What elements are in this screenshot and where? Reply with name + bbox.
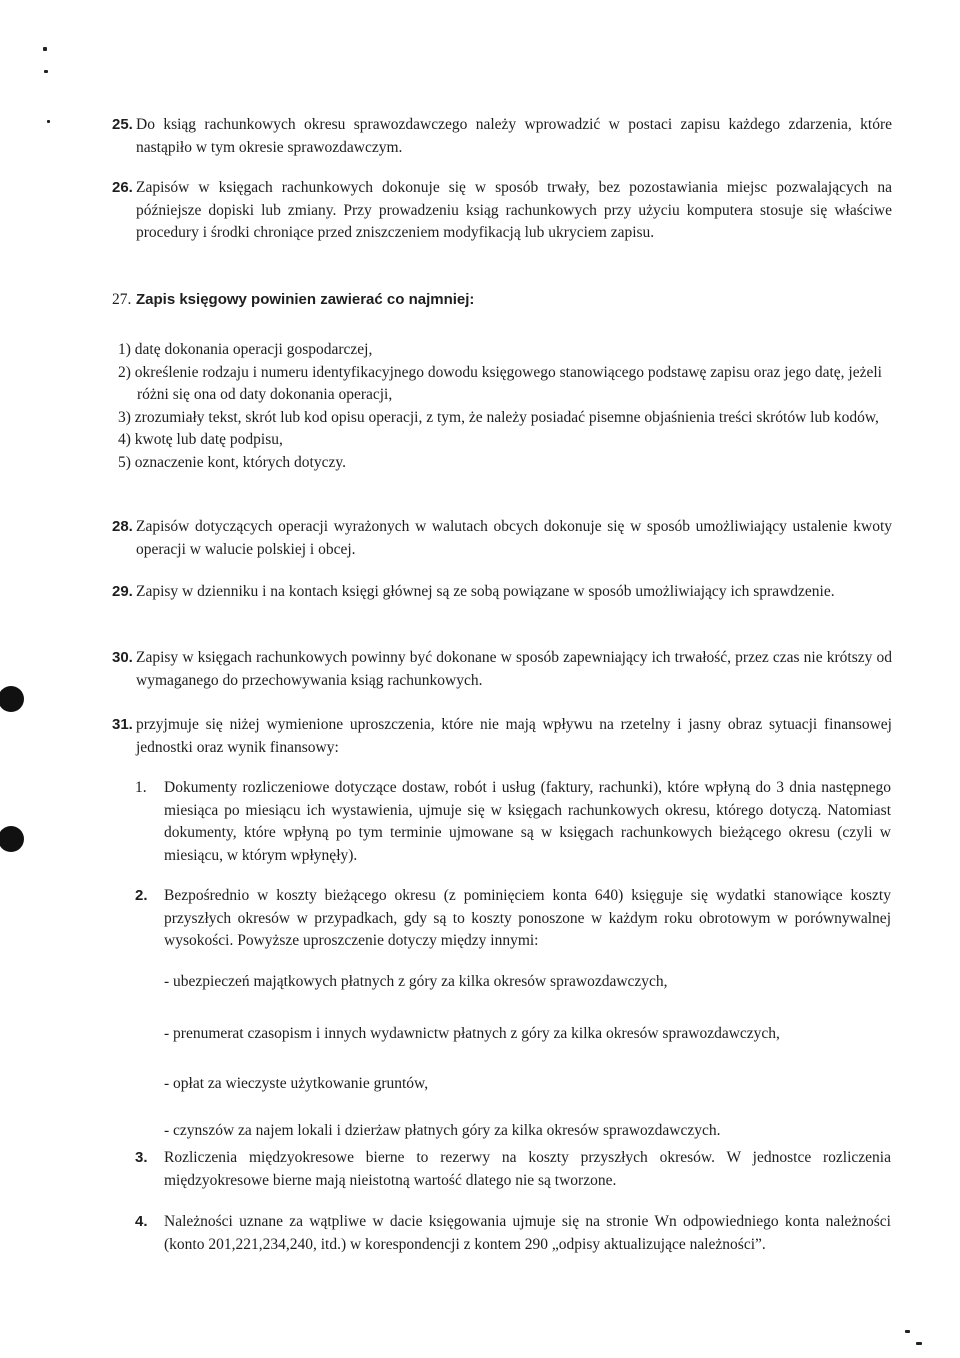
item-text: Do ksiąg rachunkowych okresu sprawozdawczego należy wprowadzić w postaci zapisu każdego zdarzenia, które nastąpiło w tym okresie sprawozdawczym. <box>136 116 892 156</box>
dash-item: - prenumerat czasopism i innych wydawnictw płatnych z góry za kilka okresów sprawozdawczych, <box>164 1025 780 1042</box>
point-2 <box>135 885 891 953</box>
item-30 <box>112 647 892 692</box>
scan-speck <box>47 120 50 123</box>
point-text: Należności uznane za wątpliwe w dacie księgowania ujmuje się na stronie Wn odpowiedniego konta należności (konto 201,221,234,240, itd.) w korespondencji z kontem 290 „odpisy aktualizujące należności”. <box>164 1213 891 1253</box>
item-number: 25. <box>112 116 133 133</box>
item-text: Zapisy w dzienniku i na kontach księgi głównej są ze sobą powiązane w sposób umożliwiający ich sprawdzenie. <box>136 583 835 600</box>
point-3 <box>135 1147 891 1192</box>
item-text: Zapisy w księgach rachunkowych powinny być dokonane w sposób zapewniający ich trwałość, przez czas nie krótszy od wymaganego do przechowywania ksiąg rachunkowych. <box>136 649 892 689</box>
item-number: 29. <box>112 583 133 600</box>
dash-item: - ubezpieczeń majątkowych płatnych z góry za kilka okresów sprawozdawczych, <box>164 973 668 990</box>
item-number: 27. <box>112 291 132 308</box>
punch-hole-bottom <box>0 826 24 852</box>
item-text: Zapisów w księgach rachunkowych dokonuje się w sposób trwały, bez pozostawiania miejsc pozwalających na późniejsze dopiski lub zmiany. Przy prowadzeniu ksiąg rachunkowych przy użyciu komputera stosuje się właściwe procedury i środki chroniące przed zniszczeniem modyfikacją lub ukryciem zapisu. <box>136 179 892 241</box>
point-number: 1. <box>135 779 147 796</box>
item-27-subitems <box>118 339 888 474</box>
item-number: 26. <box>112 179 133 196</box>
subitem: 4) kwotę lub datę podpisu, <box>118 431 283 448</box>
scan-speck <box>44 70 48 73</box>
scan-speck <box>905 1330 910 1333</box>
item-number: 28. <box>112 518 133 535</box>
item-heading: Zapis księgowy powinien zawierać co najmniej: <box>136 291 475 308</box>
scan-speck <box>916 1342 922 1345</box>
point-text: Rozliczenia międzyokresowe bierne to rezerwy na koszty przyszłych okresów. W jednostce rozliczenia międzyokresowe bierne mają nieistotną wartość dlatego nie są tworzone. <box>164 1149 891 1189</box>
item-text: Zapisów dotyczących operacji wyrażonych w walutach obcych dokonuje się w sposób umożliwiający ustalenie kwoty operacji w walucie polskiej i obcej. <box>136 518 892 558</box>
point-number: 2. <box>135 887 148 904</box>
item-25 <box>112 114 892 159</box>
item-26 <box>112 177 892 245</box>
point-text: Bezpośrednio w koszty bieżącego okresu (z pominięciem konta 640) księguje się wydatki stanowiące koszty przyszłych okresów w przypadkach, gdy są to koszty ponoszone w każdym roku obrotowym w porównywalnej wysokości. Powyższe uproszczenie dotyczy między innymi: <box>164 887 891 949</box>
subitem: 5) oznaczenie kont, których dotyczy. <box>118 453 346 471</box>
punch-hole-top <box>0 686 24 712</box>
point-4 <box>135 1211 891 1256</box>
subitem: 1) datę dokonania operacji gospodarczej, <box>118 341 373 358</box>
subitem: 2) określenie rodzaju i numeru identyfikacyjnego dowodu księgowego stanowiącego podstawę zapisu oraz jego datę, jeżeli różni się ona od daty dokonania operacji, <box>118 363 882 403</box>
point-number: 3. <box>135 1149 148 1166</box>
subitem: 3) zrozumiały tekst, skrót lub kod opisu operacji, z tym, że należy posiadać pisemne objaśnienia treści skrótów lub kodów, <box>118 408 879 426</box>
item-text: przyjmuje się niżej wymienione uproszczenia, które nie mają wpływu na rzetelny i jasny obraz sytuacji finansowej jednostki oraz wynik finansowy: <box>136 716 892 756</box>
item-28 <box>112 516 892 561</box>
item-number: 30. <box>112 649 133 666</box>
item-number: 31. <box>112 716 133 733</box>
point-number: 4. <box>135 1213 148 1230</box>
item-29 <box>112 581 892 604</box>
dash-item: - czynszów za najem lokali i dzierżaw płatnych góry za kilka okresów sprawozdawczych. <box>164 1122 721 1139</box>
point-1 <box>135 777 891 867</box>
scan-speck <box>43 47 47 51</box>
point-text: Dokumenty rozliczeniowe dotyczące dostaw, robót i usług (faktury, rachunki), które wpłyną do 3 dnia następnego miesiąca po miesiącu ich wystawienia, ujmuje się w księgach rachunkowych okresu, którego dotyczą. Natomiast dokumenty, które wpłyną po tym terminie ujmowane są w księgach rachunkowych bieżącego okresu (czyli w miesiącu, w którym wpłynęły). <box>164 779 891 864</box>
dash-item: - opłat za wieczyste użytkowanie gruntów, <box>164 1075 429 1092</box>
item-31 <box>112 714 892 759</box>
item-27 <box>112 289 892 312</box>
